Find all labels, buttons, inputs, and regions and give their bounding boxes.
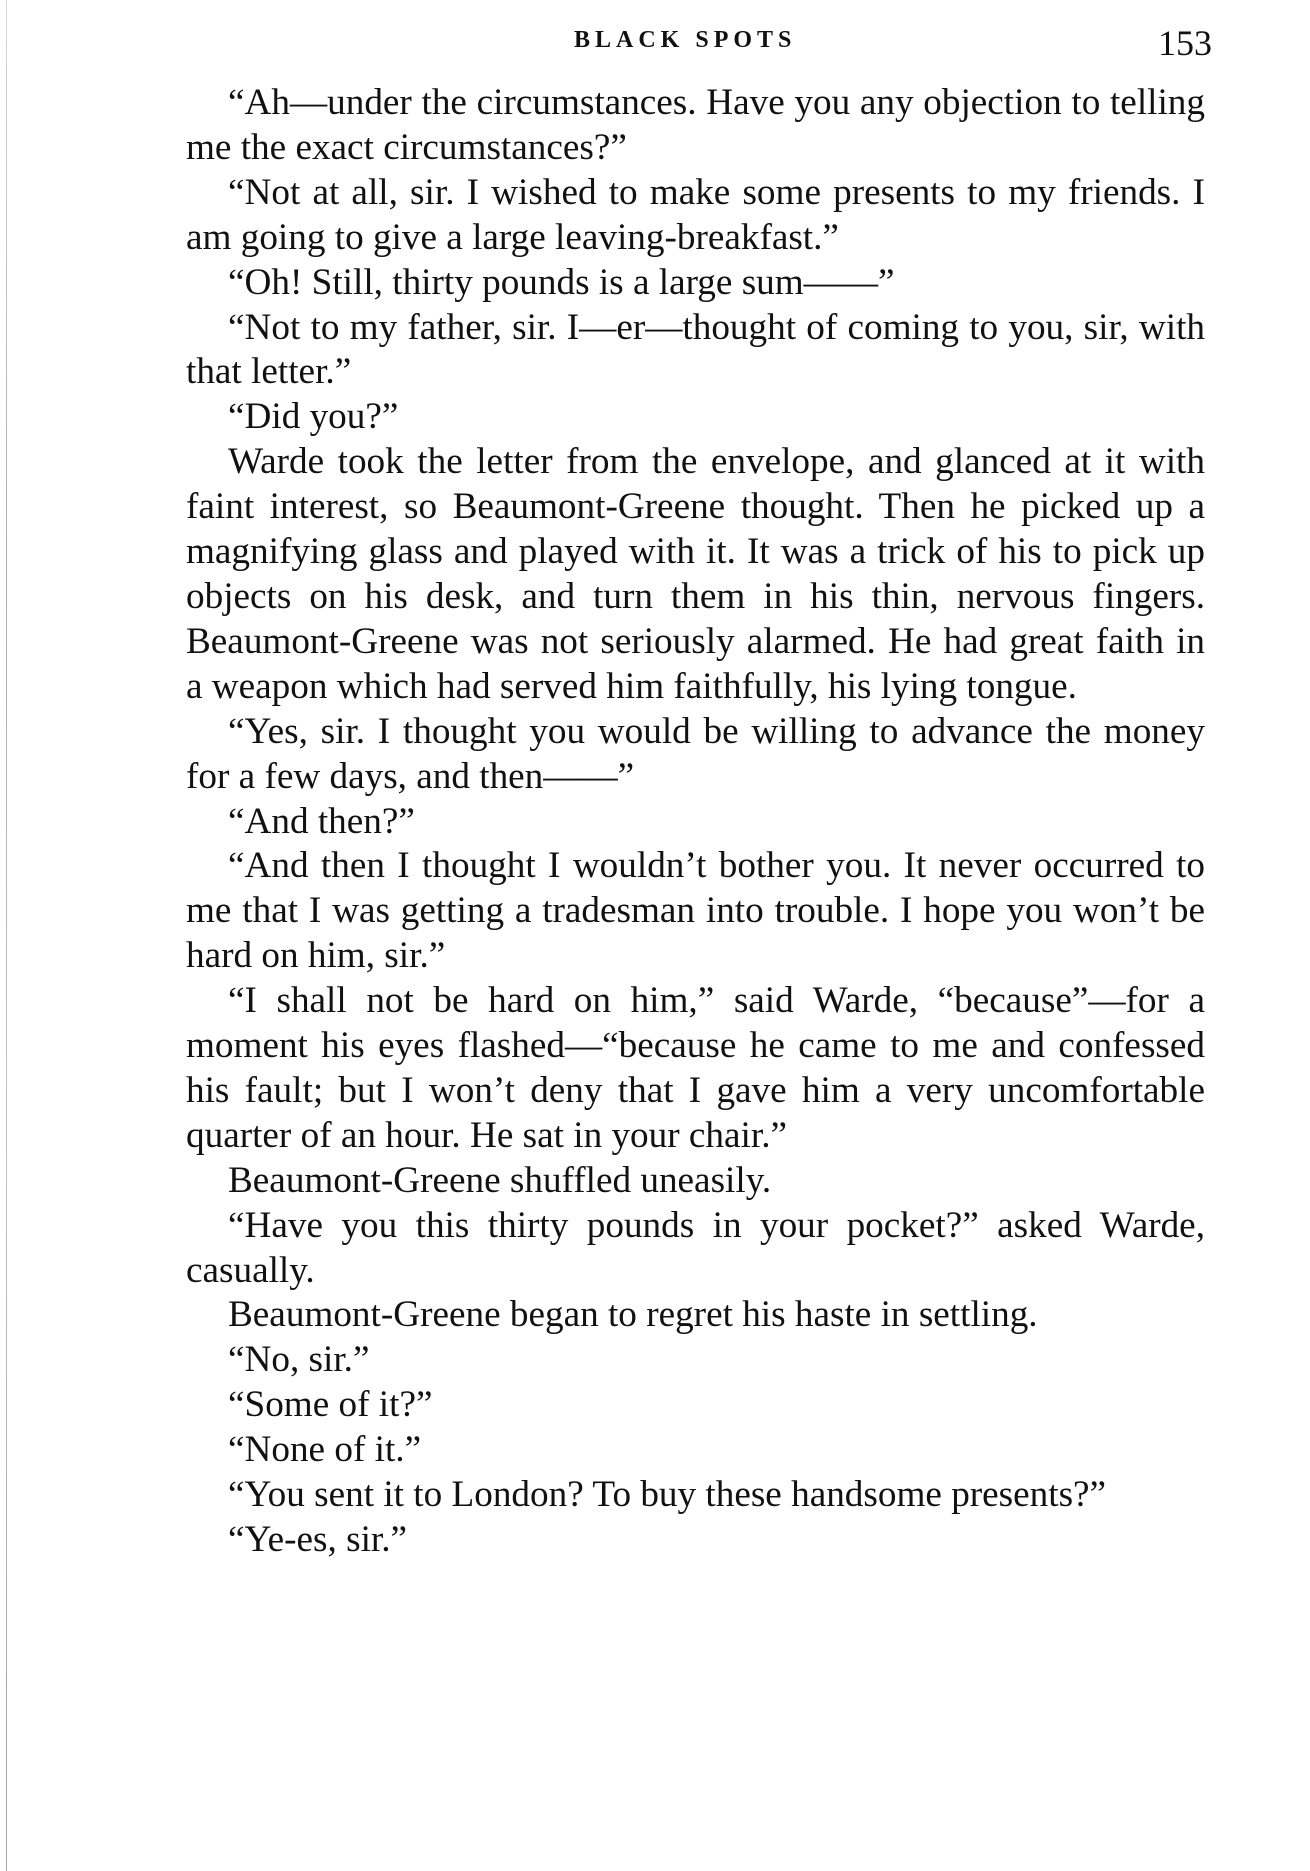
- paragraph: “Ah—under the circumstances. Have you any objection to telling me the exact circumstances?”: [186, 82, 1205, 168]
- paragraph: “Ye-es, sir.”: [228, 1519, 408, 1560]
- paragraph: “Not at all, sir. I wished to make some presents to my friends. I am going to give a large leaving-breakfast.”: [186, 171, 1205, 258]
- page-gutter-edge: [6, 0, 7, 1871]
- paragraph: “Yes, sir. I thought you would be willing to advance the money for a few days, and then——”: [186, 710, 1205, 797]
- paragraph: “Have you this thirty pounds in your pocket?” asked Warde, casually.: [186, 1204, 1205, 1291]
- paragraph: “Some of it?”: [228, 1384, 433, 1426]
- paragraph: “You sent it to London? To buy these handsome presents?”: [228, 1474, 1107, 1516]
- paragraph: “Not to my father, sir. I—er—thought of coming to you, sir, with that letter.”: [186, 306, 1205, 393]
- paragraph: “No, sir.”: [228, 1339, 370, 1381]
- paragraph: Warde took the letter from the envelope, and glanced at it with faint interest, so Beaumont-Greene thought. Then he picked up a magnifying glass and played with it. It was a trick of his to pick up objects on his desk, and turn them in his thin, nervous fingers. Beaumont-Greene was not seriously alarmed. He had great faith in a weapon which had served him faithfully, his lying tongue.: [186, 441, 1205, 707]
- paragraph: Beaumont-Greene began to regret his haste in settling.: [228, 1294, 1038, 1336]
- paragraph: Beaumont-Greene shuffled uneasily.: [228, 1159, 772, 1201]
- running-title: BLACK SPOTS: [574, 27, 797, 53]
- paragraph: “And then I thought I wouldn’t bother you. It never occurred to me that I was getting a tradesman into trouble. I hope you won’t be hard on him, sir.”: [186, 845, 1205, 977]
- paragraph: “And then?”: [228, 800, 415, 842]
- paragraph: “None of it.”: [228, 1429, 422, 1471]
- paragraph: “Oh! Still, thirty pounds is a large sum——”: [228, 261, 895, 303]
- page-number: 153: [1158, 23, 1212, 63]
- body-text: [186, 81, 1205, 1563]
- paragraph: “Did you?”: [228, 396, 399, 438]
- running-head: [0, 22, 1310, 62]
- paragraph: “I shall not be hard on him,” said Warde, “because”—for a moment his eyes flashed—“because he came to me and confessed his fault; but I won’t deny that I gave him a very uncomfortable quarter of an hour. He sat in your chair.”: [186, 980, 1205, 1156]
